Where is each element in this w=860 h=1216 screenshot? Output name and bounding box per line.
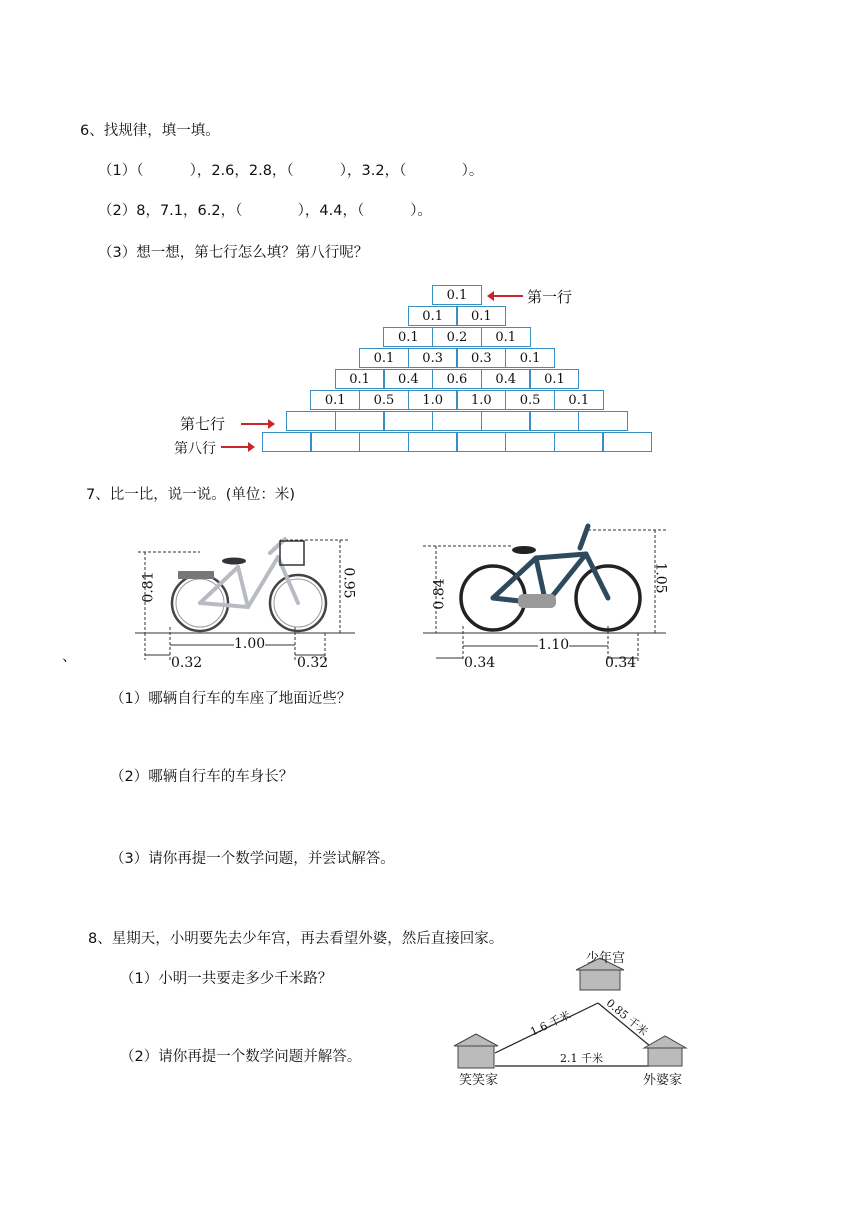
bike-b-handle-height: 1.05 [652, 562, 669, 594]
triangle-blank-cell[interactable] [505, 432, 555, 452]
q7-part2: （2）哪辆自行车的车身长？ [110, 769, 294, 785]
triangle-blank-cell[interactable] [310, 432, 360, 452]
bike-a-left-overhang: 0.32 [171, 655, 203, 671]
triangle-row-1 [432, 285, 482, 305]
bike-b-seat-height: 0.84 [431, 578, 448, 610]
route-map [440, 948, 705, 1093]
triangle-blank-cell[interactable] [286, 411, 336, 431]
label-row8: 第八行 [174, 441, 216, 457]
triangle-cell: 1.0 [456, 390, 506, 410]
label-row7: 第七行 [180, 415, 226, 433]
triangle-row-7 [286, 411, 628, 431]
map-dist-palace-grandma: 0.85 千米 [603, 996, 651, 1039]
triangle-blank-cell[interactable] [554, 432, 604, 452]
triangle-blank-cell[interactable] [408, 432, 458, 452]
triangle-row-6 [310, 390, 604, 410]
triangle-blank-cell[interactable] [481, 411, 531, 431]
triangle-cell: 0.4 [481, 369, 531, 389]
triangle-cell: 0.5 [505, 390, 555, 410]
triangle-cell: 0.1 [529, 369, 579, 389]
arrow-row8 [221, 446, 249, 448]
bike-b-wheelbase: 1.10 [538, 637, 570, 653]
triangle-blank-cell[interactable] [602, 432, 652, 452]
triangle-cell: 0.1 [408, 306, 458, 326]
triangle-blank-cell[interactable] [262, 432, 312, 452]
triangle-row-4 [359, 348, 555, 368]
q7-title: 7、比一比，说一说。(单位：米) [86, 487, 296, 503]
triangle-cell: 0.6 [432, 369, 482, 389]
bike-b-left-overhang: 0.34 [464, 655, 496, 671]
q7-part1: （1）哪辆自行车的车座了地面近些？ [110, 691, 352, 707]
triangle-blank-cell[interactable] [432, 411, 482, 431]
triangle-cell: 0.1 [359, 348, 409, 368]
triangle-blank-cell[interactable] [456, 432, 506, 452]
triangle-cell: 0.1 [383, 327, 433, 347]
triangle-cell: 0.4 [383, 369, 433, 389]
q8-part1: （1）小明一共要走多少千米路？ [120, 971, 333, 987]
q6-part3: （3）想一想，第七行怎么填？第八行呢？ [98, 245, 369, 261]
triangle-blank-cell[interactable] [335, 411, 385, 431]
triangle-cell: 0.1 [481, 327, 531, 347]
triangle-blank-cell[interactable] [529, 411, 579, 431]
bike-a-seat-height: 0.81 [140, 571, 157, 603]
triangle-blank-cell[interactable] [578, 411, 628, 431]
map-home-label: 笑笑家 [459, 1073, 499, 1088]
triangle-cell: 0.1 [310, 390, 360, 410]
q7-part3: （3）请你再提一个数学问题，并尝试解答。 [110, 851, 395, 867]
bike-a-wheelbase: 1.00 [234, 636, 266, 652]
triangle-row-5 [335, 369, 580, 389]
stray-mark: 、 [62, 649, 77, 665]
triangle-cell: 0.3 [408, 348, 458, 368]
triangle-cell: 0.5 [359, 390, 409, 410]
q6-part2: （2）8，7.1，6.2，（ ），4.4，（ ）。 [98, 203, 433, 219]
map-dist-home-palace: 1.6 千米 [528, 1008, 573, 1039]
triangle-row-3 [383, 327, 530, 347]
triangle-cell: 0.1 [554, 390, 604, 410]
bike-a-handle-height: 0.95 [340, 567, 357, 599]
triangle-cell: 0.3 [456, 348, 506, 368]
bike-b-right-overhang: 0.34 [605, 655, 637, 671]
q6-part1: （1）（ ），2.6，2.8，（ ），3.2，（ ）。 [98, 163, 484, 179]
bike-a-right-overhang: 0.32 [297, 655, 329, 671]
triangle-row-8 [262, 432, 653, 452]
triangle-cell: 0.1 [505, 348, 555, 368]
arrow-row1 [493, 295, 523, 297]
triangle-cell: 0.2 [432, 327, 482, 347]
map-palace-label: 少年宫 [586, 951, 626, 966]
triangle-blank-cell[interactable] [359, 432, 409, 452]
map-dist-home-grandma: 2.1 千米 [560, 1052, 603, 1065]
q8-title: 8、星期天，小明要先去少年宫，再去看望外婆，然后直接回家。 [88, 931, 504, 947]
triangle-row-2 [408, 306, 507, 326]
label-row1: 第一行 [527, 288, 573, 306]
triangle-cell: 0.1 [335, 369, 385, 389]
triangle-cell: 1.0 [408, 390, 458, 410]
q6-title: 6、找规律，填一填。 [80, 123, 220, 139]
triangle-cell: 0.1 [456, 306, 506, 326]
triangle-cell: 0.1 [432, 285, 482, 305]
q8-part2: （2）请你再提一个数学问题并解答。 [120, 1049, 362, 1065]
triangle-blank-cell[interactable] [383, 411, 433, 431]
arrow-row7 [241, 423, 269, 425]
map-grandma-label: 外婆家 [643, 1073, 683, 1088]
